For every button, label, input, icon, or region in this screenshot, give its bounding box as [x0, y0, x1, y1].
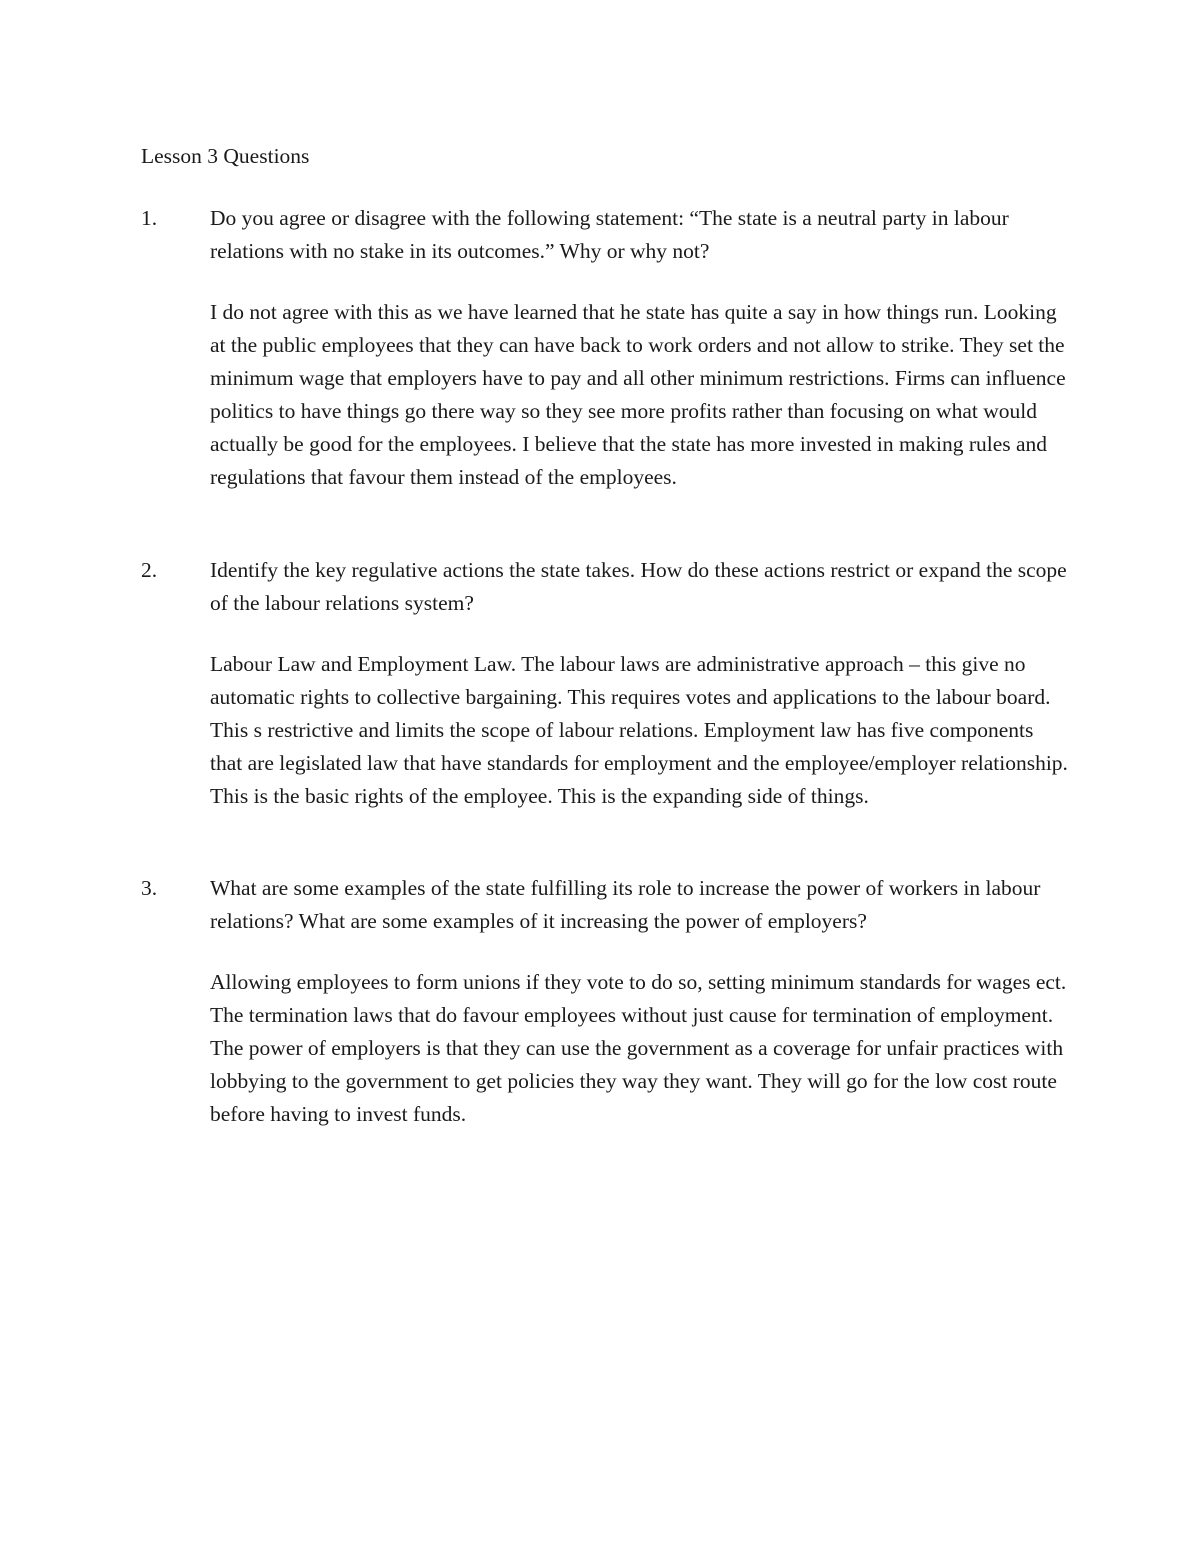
question-text: Identify the key regulative actions the state takes. How do these actions restrict or expand the scope of the labour relations system? [210, 558, 1067, 615]
question-block-2 [141, 554, 1071, 813]
question-row [141, 554, 1071, 620]
answer-text: Labour Law and Employment Law. The labour laws are administrative approach – this give no automatic rights to collective bargaining. This requires votes and applications to the labour board. This s restrictive and limits the scope of labour relations. Employment law has five components that are legislated law that have standards for employment and the employee/employer relationship. This is the basic rights of the employee. This is the expanding side of things. [210, 652, 1068, 808]
question-number: 3. [141, 876, 158, 900]
question-text: What are some examples of the state fulfilling its role to increase the power of workers in labour relations? What are some examples of it increasing the power of employers? [210, 876, 1041, 933]
question-row [141, 202, 1071, 268]
question-number: 2. [141, 558, 158, 582]
answer-text: Allowing employees to form unions if they vote to do so, setting minimum standards for wages ect. The termination laws that do favour employees without just cause for termination of employment. The power of employers is that they can use the government as a coverage for unfair practices with lobbying to the government to get policies they way they want. They will go for the low cost route before having to invest funds. [210, 970, 1067, 1126]
question-row [141, 872, 1071, 938]
question-text: Do you agree or disagree with the following statement: “The state is a neutral party in labour relations with no stake in its outcomes.” Why or why not? [210, 206, 1009, 263]
document-title: Lesson 3 Questions [141, 144, 310, 168]
question-block-3 [141, 872, 1071, 1131]
question-number: 1. [141, 206, 158, 230]
answer-text: I do not agree with this as we have learned that he state has quite a say in how things run. Looking at the public employees that they can have back to work orders and not allow to strike. They set the minimum wage that employers have to pay and all other minimum restrictions. Firms can influence politics to have things go there way so they see more profits rather than focusing on what would actually be good for the employees. I believe that the state has more invested in making rules and regulations that favour them instead of the employees. [210, 300, 1066, 489]
question-block-1 [141, 202, 1071, 494]
